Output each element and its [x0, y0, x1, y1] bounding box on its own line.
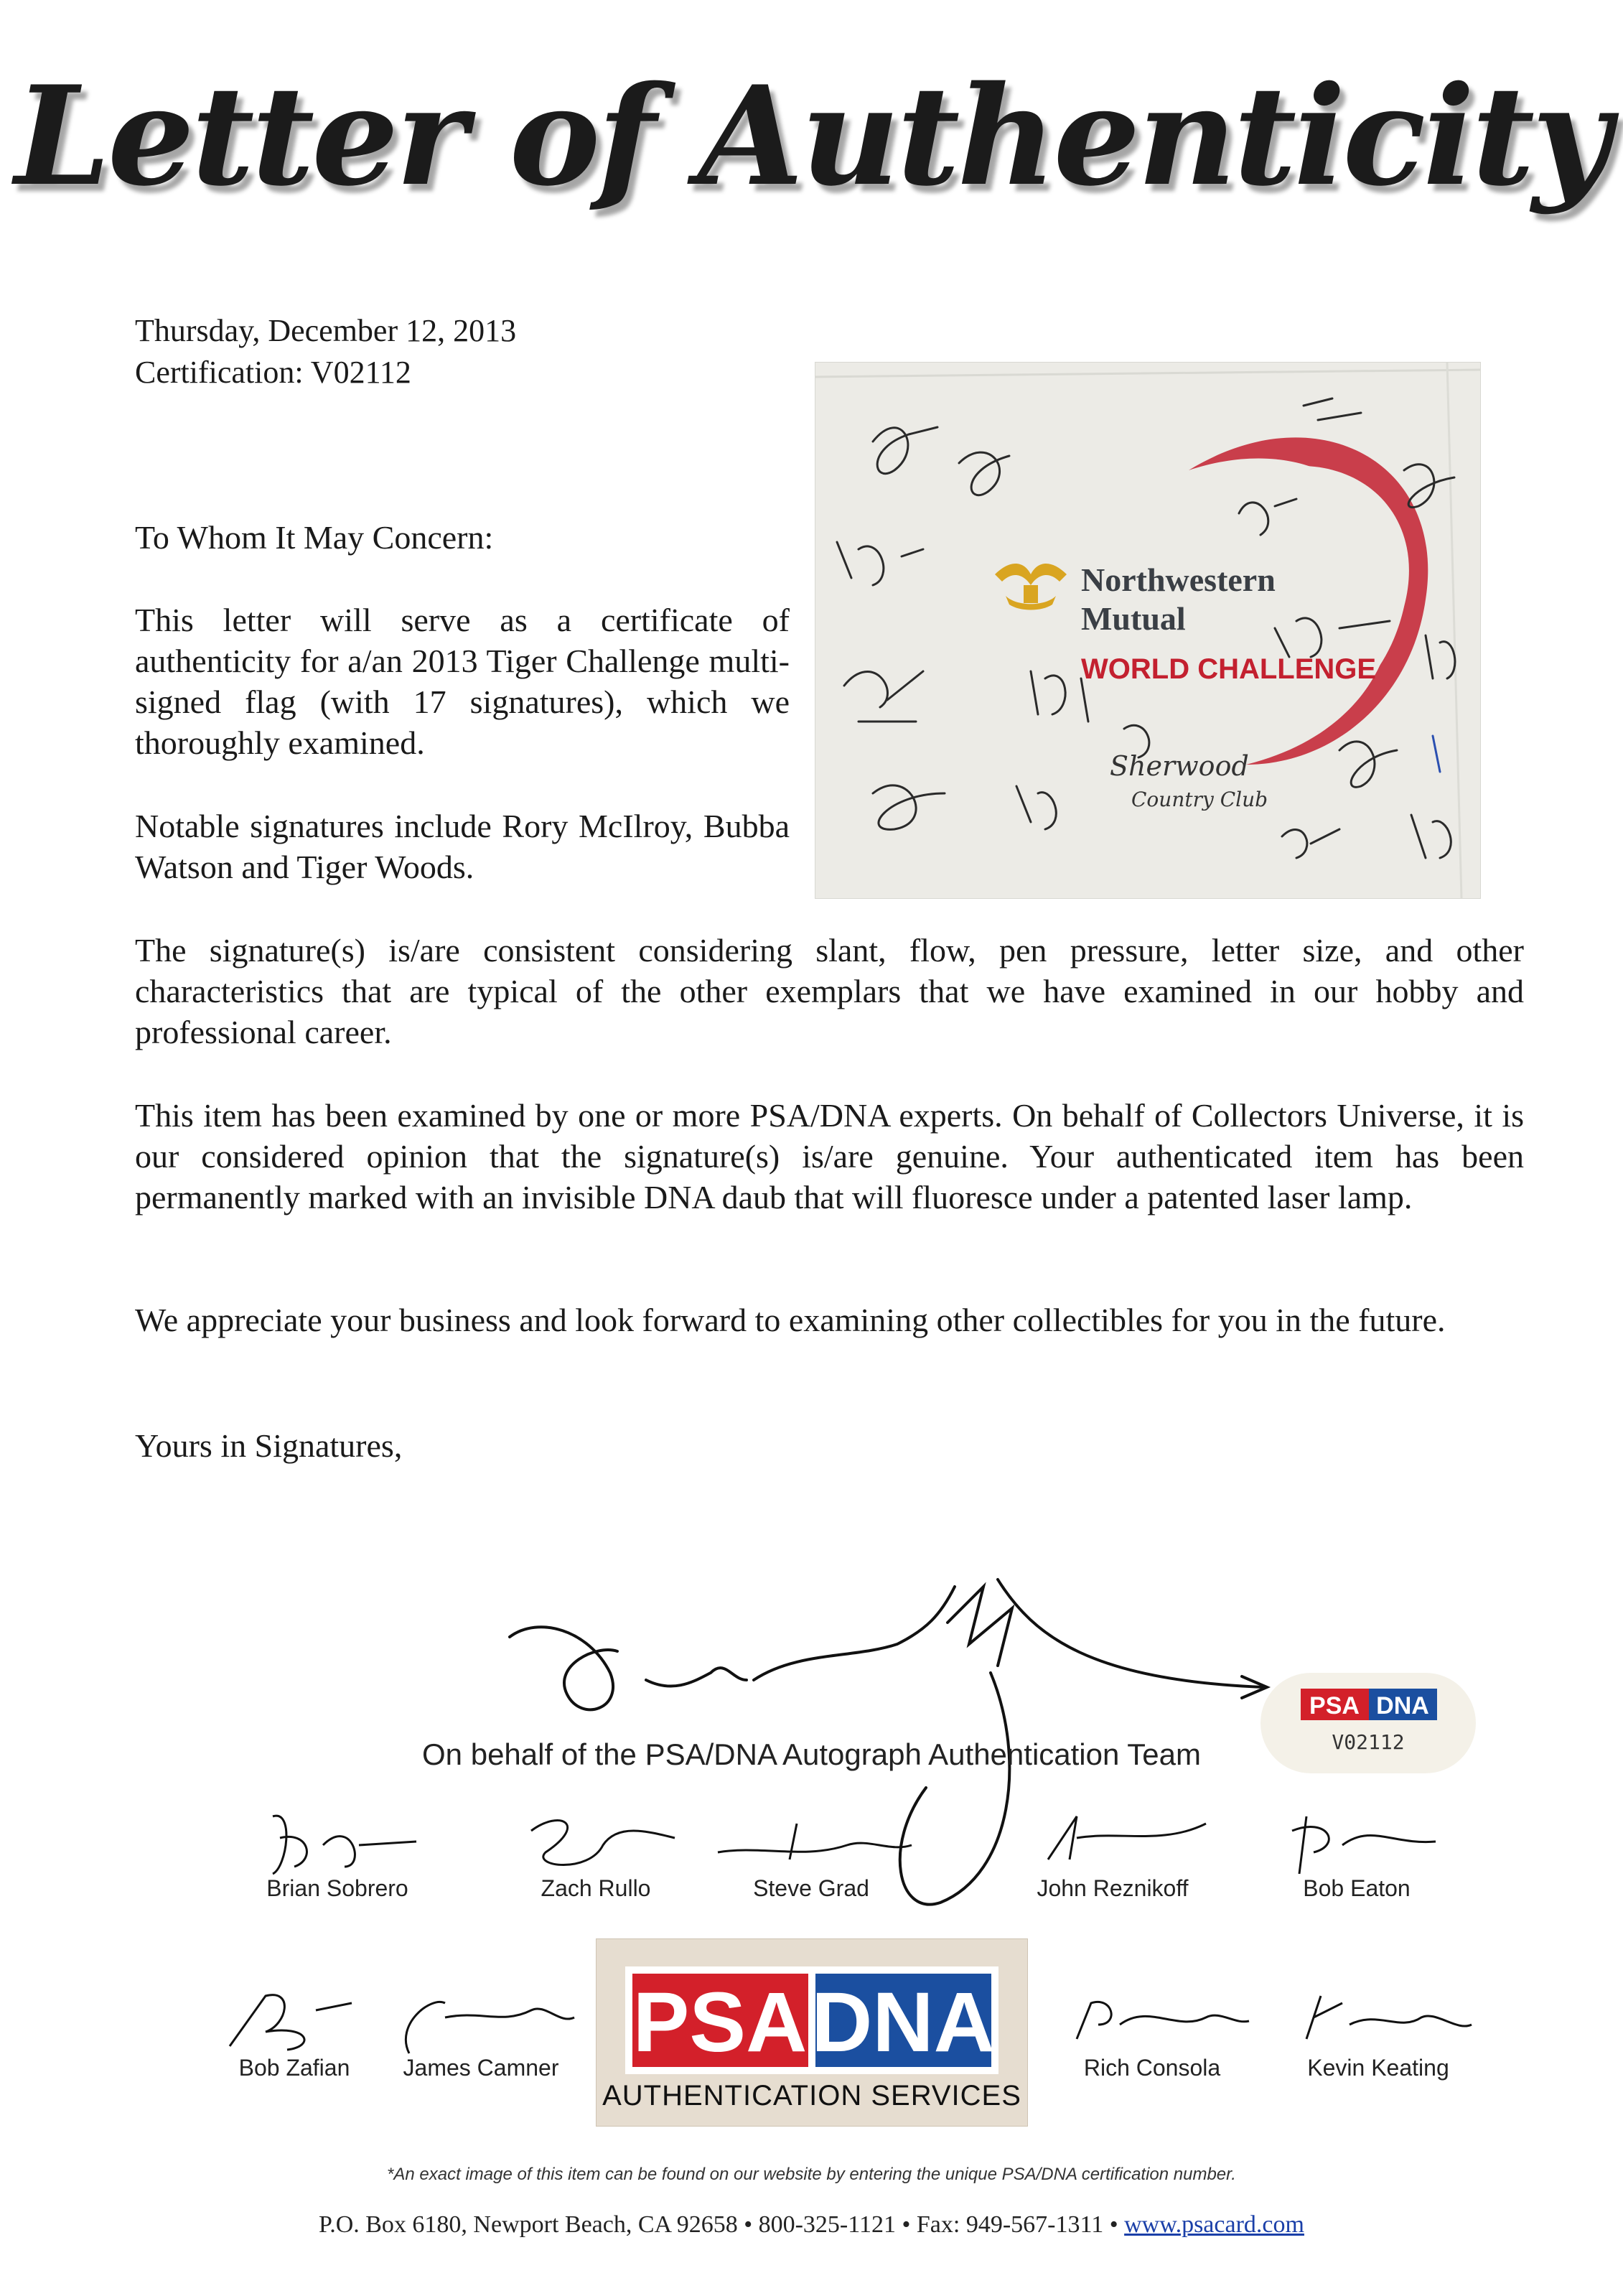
psa-dna-sticker-logo [1301, 1689, 1437, 1720]
website-link[interactable]: www.psacard.com [1124, 2211, 1304, 2238]
paragraph-notable: Notable signatures include Rory McIlroy, Bubba Watson and Tiger Woods. [135, 808, 790, 885]
team-name: Bob Zafian [238, 2055, 350, 2081]
letter-meta [135, 310, 516, 393]
footer-address [0, 2211, 1623, 2239]
paragraph-appreciation: We appreciate your business and look forward to examining other collectibles for you in the future. [135, 1302, 1446, 1338]
team-name: Zach Rullo [541, 1875, 651, 1901]
team-name: James Camner [403, 2055, 559, 2081]
sticker-number: V02112 [1332, 1730, 1405, 1754]
title-text: Letter of Authenticity [14, 56, 1609, 216]
greeting: To Whom It May Concern: [135, 519, 494, 556]
flag-illustration [815, 363, 1480, 898]
flag-sponsor-line2: Mutual [1081, 600, 1186, 637]
team-signature-john-reznikoff [1005, 1802, 1220, 1902]
footnote: *An exact image of this item can be found on our website by entering the unique PSA/DNA certification number. [387, 2165, 1236, 2184]
team-name: Rich Consola [1083, 2055, 1221, 2081]
team-signature-james-camner [373, 1982, 589, 2081]
team-signature-bob-eaton [1263, 1802, 1450, 1902]
flag-photo [815, 363, 1480, 898]
team-signature-brian-sobrero [237, 1802, 438, 1902]
team-name: Kevin Keating [1307, 2055, 1449, 2081]
paragraph-certificate: This letter will serve as a certificate of authenticity for a/an 2013 Tiger Challenge multi-signed flag (with 17 signatures), which we thoroughly examined. [135, 602, 790, 761]
flag-event: WORLD CHALLENGE [1081, 653, 1377, 685]
closing-line: Yours in Signatures, [135, 1427, 403, 1464]
certification-sticker [1260, 1673, 1476, 1773]
logo-dna-text: DNA [811, 1975, 995, 2070]
team-name: Steve Grad [753, 1875, 869, 1901]
team-signature-bob-zafian [208, 1982, 380, 2081]
team-signature-zach-rullo [495, 1802, 696, 1902]
authentication-team-label: On behalf of the PSA/DNA Autograph Authentication Team [422, 1737, 1201, 1771]
paragraph-examination: This item has been examined by one or more PSA/DNA experts. On behalf of Collectors Universe, it is our considered opinion that the signature(s) is/are genuine. Your authenticated item has been permanently marked with an invisible DNA daub that will fluoresce under a patented laser lamp. [135, 1097, 1524, 1215]
flag-club-line2: Country Club [1131, 788, 1268, 811]
letter-date: Thursday, December 12, 2013 [135, 313, 517, 348]
team-name: John Reznikoff [1037, 1875, 1189, 1901]
flag-sponsor-line1: Northwestern [1081, 561, 1276, 598]
flag-club-line1: Sherwood [1110, 750, 1249, 782]
paragraph-consistency: The signature(s) is/are consistent considering slant, flow, pen pressure, letter size, and other characteristics that are typical of the other exemplars that we have examined in our hobby and professional career. [135, 932, 1524, 1050]
logo-subtitle: AUTHENTICATION SERVICES [602, 2080, 1021, 2111]
certification-number: Certification: V02112 [135, 355, 411, 390]
psa-dna-logo-block [596, 1938, 1028, 2127]
psa-dna-logo [625, 1966, 998, 2074]
letter-title [0, 29, 1623, 244]
sticker-dna-text: DNA [1376, 1692, 1429, 1719]
sticker-psa-text: PSA [1309, 1692, 1360, 1719]
team-name: Bob Eaton [1303, 1875, 1411, 1901]
team-name: Brian Sobrero [266, 1875, 408, 1901]
team-signature-kevin-keating [1278, 1982, 1479, 2081]
team-signature-rich-consola [1048, 1982, 1256, 2081]
logo-psa-text: PSA [632, 1975, 808, 2070]
psa-dna-wordmark [625, 1966, 998, 2074]
team-signature-steve-grad [703, 1802, 919, 1902]
address-text: P.O. Box 6180, Newport Beach, CA 92658 • 800-325-1121 • Fax: 949-567-1311 • [319, 2211, 1118, 2238]
